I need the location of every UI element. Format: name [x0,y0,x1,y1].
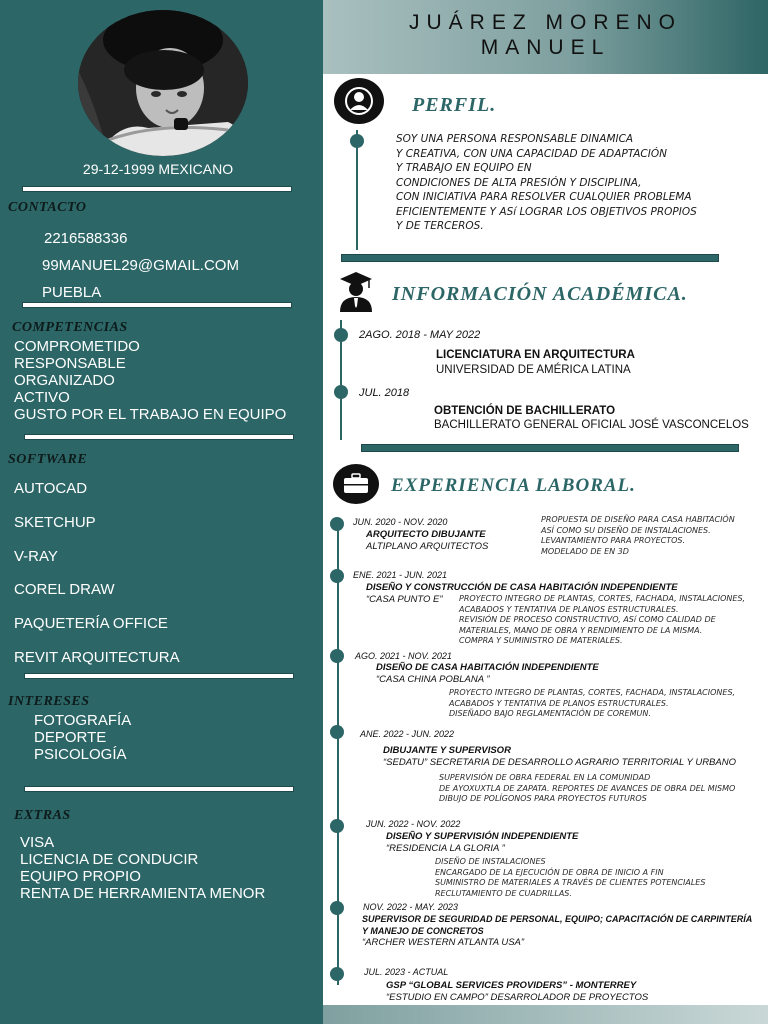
user-icon [334,78,384,124]
competencia-item: RESPONSABLE [14,355,126,372]
profile-line: EFICIENTEMENTE Y ASí LOGRAR LOS OBJETIVOS PROPIOS [396,205,697,218]
software-item: SKETCHUP [14,513,96,531]
job-date: JUL. 2023 - ACTUAL [364,967,449,977]
timeline-dot [334,328,348,342]
first-name: MANUEL [480,36,611,59]
profile-photo-image [78,10,248,156]
birth-date-nationality: 29-12-1999 MEXICANO [82,161,234,177]
software-list [14,472,180,675]
last-names: JUÁREZ MORENO [408,11,682,34]
software-item: V-RAY [14,547,58,565]
job-company: “ARCHER WESTERN ATLANTA USA” [362,937,525,948]
acad-institution: UNIVERSIDAD DE AMÉRICA LATINA [436,364,631,376]
job-company: ALTIPLANO ARQUITECTOS [366,541,489,552]
software-item: COREL DRAW [14,581,115,599]
divider [24,786,294,792]
contacto-heading: CONTACTO [8,200,87,215]
timeline-dot [330,967,344,981]
job-company: “RESIDENCIA LA GLORIA ” [386,843,505,854]
desc-line: PROYECTO INTEGRO DE PLANTAS, CORTES, FACHADA, INSTALACIONES, [459,594,746,603]
interes-item: DEPORTE [34,729,107,746]
perfil-title: PERFIL. [412,94,497,116]
job-date: AGO. 2021 - NOV. 2021 [355,651,452,661]
competencia-item: GUSTO POR EL TRABAJO EN EQUIPO [14,406,287,423]
timeline-dot [330,649,344,663]
intereses-heading: INTERESES [8,694,90,709]
extra-item: VISA [20,834,55,851]
timeline-dot [330,819,344,833]
job-title: DISEÑO Y SUPERVISIÓN INDEPENDIENTE [386,831,579,842]
profile-line: Y TRABAJO EN EQUIPO EN [396,162,532,174]
profile-text [396,132,758,234]
timeline-dot [330,901,344,915]
job-title: DISEÑO Y CONSTRUCCIÓN DE CASA HABITACIÓN INDEPENDIENTE [366,582,678,593]
profile-line: CON INICIATIVA PARA RESOLVER CUALQUIER PROBLEMA [396,191,692,203]
extras-list [20,834,265,902]
graduate-icon [336,270,376,312]
job-date: ANE. 2022 - JUN. 2022 [360,729,455,739]
job-description [541,515,735,557]
experiencia-title: EXPERIENCIA LABORAL. [391,475,636,496]
footer-band [323,1005,768,1024]
desc-line: DISEÑADO BAJO REGLAMENTACIÓN DE COREMUN. [449,709,651,718]
extra-item: RENTA DE HERRAMIENTA MENOR [20,885,266,902]
desc-line: ACABADOS Y TENTATIVA DE PLANOS ESTRUCTURALES. [449,698,669,708]
job-company: “CASA PUNTO E” [366,594,443,605]
desc-line: ENCARGADO DE LA EJECUCIÓN DE OBRA DE INICIO A FIN [435,867,664,877]
competencia-item: COMPROMETIDO [14,338,140,355]
competencia-item: ORGANIZADO [14,372,115,389]
competencias-list [14,338,286,423]
profile-line: CONDICIONES DE ALTA PRESIÓN Y DISCIPLINA, [396,176,642,189]
timeline-line [337,520,339,985]
software-item: REVIT ARQUITECTURA [14,648,180,666]
divider [22,186,292,192]
software-item: AUTOCAD [14,480,88,497]
desc-line: LEVANTAMIENTO PARA PROYECTOS. [541,536,686,545]
job-company: “SEDATU” SECRETARIA DE DESARROLLO AGRARIO TERRITORIAL Y URBANO [383,757,736,768]
desc-line: COMPRA Y SUMINISTRO DE MATERIALES. [459,636,623,645]
desc-line: ACABADOS Y TENTATIVA DE PLANOS ESTRUCTURALES. [459,604,679,614]
acad-institution: BACHILLERATO GENERAL OFICIAL JOSÉ VASCONCELOS [434,419,749,431]
acad-title: LICENCIATURA EN ARQUITECTURA [436,349,635,361]
phone-number: 2216588336 [44,230,128,247]
extra-item: EQUIPO PROPIO [20,868,141,885]
job-date: JUN. 2020 - NOV. 2020 [353,517,448,527]
job-company: “CASA CHINA POBLANA ” [376,674,490,685]
acad-date: 2AGO. 2018 - MAY 2022 [359,329,481,341]
interes-item: PSICOLOGÍA [34,746,127,763]
city: PUEBLA [42,284,102,301]
acad-date: JUL. 2018 [359,387,410,399]
desc-line: MATERIALES, MANO DE OBRA Y RENDIMIENTO DE LA MISMA. [459,625,703,635]
timeline-line [356,130,358,250]
section-bar [361,444,739,452]
competencias-heading: COMPETENCIAS [12,320,128,335]
job-title: DISEÑO DE CASA HABITACIÓN INDEPENDIENTE [376,662,599,673]
acad-title: OBTENCIÓN DE BACHILLERATO [434,405,616,417]
competencia-item: ACTIVO [14,389,70,406]
sidebar [0,0,323,1024]
software-item: PAQUETERÍA OFFICE [14,615,168,633]
extra-item: LICENCIA DE CONDUCIR [20,851,199,868]
job-company: “ESTUDIO EN CAMPO” DESARROLADOR DE PROYECTOS [386,992,649,1003]
intereses-list [34,712,131,763]
job-title: SUPERVISOR DE SEGURIDAD DE PERSONAL, EQUIPO; CAPACITACIÓN DE CARPINTERÍA [362,914,753,924]
divider [24,434,294,440]
job-description [459,594,745,647]
desc-line: RECLUTAMIENTO DE CUADRILLAS. [435,888,572,898]
desc-line: PROPUESTA DE DISEÑO PARA CASA HABITACIÓN [541,515,735,524]
interes-item: FOTOGRAFÍA [34,712,132,729]
profile-line: SOY UNA PERSONA RESPONSABLE DINAMICA [396,133,634,145]
full-name [323,10,768,60]
job-date: JUN. 2022 - NOV. 2022 [366,819,461,829]
timeline-dot [334,385,348,399]
divider [24,673,294,679]
email-address: 99MANUEL29@GMAIL.COM [42,257,239,274]
divider [22,302,292,308]
profile-line: Y DE TERCEROS. [396,220,484,232]
section-bar [341,254,719,262]
job-date: NOV. 2022 - MAY. 2023 [363,902,458,912]
job-title: ARQUITECTO DIBUJANTE [366,529,486,540]
job-title-continued: Y MANEJO DE CONCRETOS [362,926,484,936]
desc-line: ASÍ COMO SU DISEÑO DE INSTALACIONES. [541,525,711,535]
timeline-dot [330,517,344,531]
desc-line: DE AYOXUXTLA DE ZAPATA. REPORTES DE AVANCES DE OBRA DEL MISMO [439,783,736,793]
desc-line: PROYECTO INTEGRO DE PLANTAS, CORTES, FACHADA, INSTALACIONES, [449,688,736,697]
timeline-dot [330,725,344,739]
briefcase-icon [333,464,379,504]
desc-line: SUPERVISIÓN DE OBRA FEDERAL EN LA COMUNIDAD [439,773,651,782]
timeline-dot [350,134,364,148]
job-date: ENE. 2021 - JUN. 2021 [353,570,448,580]
desc-line: REVISIÓN DE PROCESO CONSTRUCTIVO, ASí COMO CALIDAD DE [459,615,716,624]
timeline-dot [330,569,344,583]
job-description [449,688,735,720]
desc-line: DIBUJO DE POLÍGONOS PARA PROYECTOS FUTUROS [439,794,647,803]
extras-heading: EXTRAS [14,808,71,823]
software-heading: SOFTWARE [8,452,88,467]
job-title: DIBUJANTE Y SUPERVISOR [383,745,511,756]
profile-line: Y CREATIVA, CON UNA CAPACIDAD DE ADAPTACIÓN [396,147,667,160]
job-description [435,857,705,899]
desc-line: MODELADO DE EN 3D [541,546,629,556]
job-description [439,773,735,805]
desc-line: DISEÑO DE INSTALACIONES [435,857,546,866]
contact-list [42,225,239,306]
profile-photo [78,10,248,156]
job-title: GSP “GLOBAL SERVICES PROVIDERS” - MONTERREY [386,980,637,991]
desc-line: SUMINISTRO DE MATERIALES A TRAVÉS DE CLIENTES POTENCIALES [435,878,706,887]
academica-title: INFORMACIÓN ACADÉMICA. [392,283,688,305]
